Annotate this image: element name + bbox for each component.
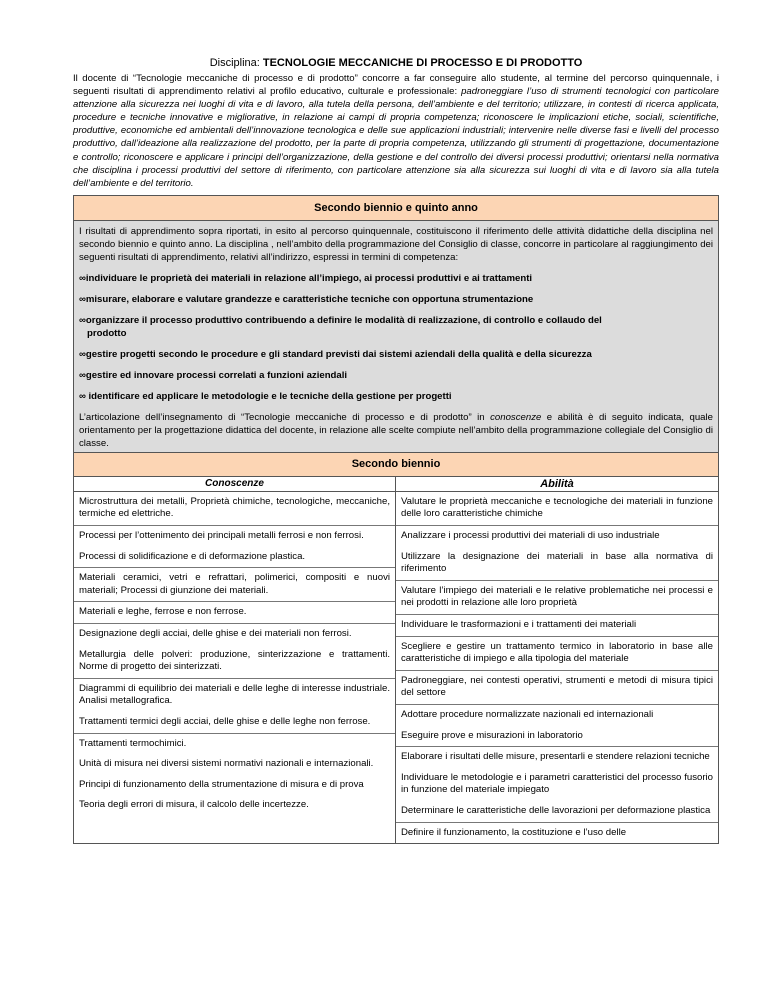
table-row: Microstruttura dei metalli, Proprietà chimiche, tecnologiche, meccaniche, termiche ed elettriche. [74,492,395,526]
intro-paragraph [73,72,719,190]
table-row: Individuare le trasformazioni e i trattamenti dei materiali [396,615,718,637]
intro-plain: Il docente di “Tecnologie meccaniche di processo e di prodotto” concorre a far conseguire allo studente, al termine del percorso quinquennale, i seguenti risultati di apprendimento relativi al profilo educativo, culturale e professionale: [73,73,719,98]
table-row: Elaborare i risultati delle misure, presentarli e stendere relazioni tecniche [401,751,710,763]
document-page [73,56,719,844]
programme-table [73,195,719,844]
bullet-symbol: ∞ [79,369,86,381]
table-row: Materiali e leghe, ferrose e non ferrose. [74,602,395,624]
competence-item: ∞organizzare il processo produttivo contribuendo a definire le modalità di realizzazione, di controllo e collaudo del [79,314,602,326]
table-row: Definire il funzionamento, la costituzione e l’uso delle [401,826,627,838]
bullet-symbol: ∞ [79,314,86,326]
bullet-symbol: ∞ [79,293,86,305]
table-row: Trattamenti termochimici. [79,737,187,749]
competence-item: ∞ identificare ed applicare le metodologie e le tecniche della gestione per progetti [79,390,452,402]
section-heading-biennio-quinto: Secondo biennio e quinto anno [74,196,718,221]
table-row: Teoria degli errori di misura, il calcolo delle incertezze. [79,799,309,811]
table-row: Principi di funzionamento della strumentazione di misura e di prova [79,778,364,790]
table-row: Padroneggiare, nei contesti operativi, strumenti e metodi di misura tipici del settore [396,671,718,705]
bullet-symbol: ∞ [79,272,86,284]
table-row: Valutare le proprietà meccaniche e tecnologiche dei materiali in funzione delle loro caratteristiche chimiche [396,492,718,526]
table-row: Utilizzare la designazione dei materiali in base alla normativa di riferimento [396,547,718,581]
competence-item: ∞misurare, elaborare e valutare grandezze e caratteristiche tecniche con opportuna strumentazione [79,293,534,305]
table-row: Scegliere e gestire un trattamento termico in laboratorio in base alle caratteristiche di impiego e alla tipologia del materiale [396,637,718,671]
title-prefix: Disciplina: [209,57,263,69]
competences-panel [74,221,718,452]
competence-item: ∞gestire ed innovare processi correlati a funzioni aziendali [79,369,348,381]
competence-item-continuation: prodotto [87,327,127,339]
table-row: Adottare procedure normalizzate nazionali ed internazionali [401,708,654,720]
two-column-table [74,477,718,843]
bullet-symbol: ∞ [79,348,86,360]
table-row: Eseguire prove e misurazioni in laboratorio [396,726,718,748]
section-heading-secondo-biennio: Secondo biennio [74,452,718,477]
bullet-symbol: ∞ [79,390,86,402]
conoscenze-header: Conoscenze [74,477,395,492]
table-row: Unità di misura nei diversi sistemi normativi nazionali e internazionali. [79,758,374,770]
table-row: Processi per l’ottenimento dei principali metalli ferrosi e non ferrosi. [79,530,364,542]
table-row: Analizzare i processi produttivi dei materiali di uso industriale [401,530,660,542]
table-row: Valutare l’impiego dei materiali e le relative problematiche nei processi e nei prodotti in relazione alle loro proprietà [396,581,718,615]
articolazione-paragraph: L’articolazione dell’insegnamento di “Tecnologie meccaniche di processo e di prodotto” in conoscenze e abilità è di seguito indicata, quale orientamento per la progettazione didattica del docente, in relazione alle scelte compiute nell’ambito della programmazione collegiale del Consiglio di classe. [79,411,713,449]
intro-italic: padroneggiare l’uso di strumenti tecnologici con particolare attenzione alla sicurezza nei luoghi di vita e di lavoro, alla tutela della persona, dell’ambiente e del territorio; utilizzare, in contesti di ricerca applicata, procedure e tecniche innovative e migliorative, in relazione ai campi di propria competenza; riconoscere le implicazioni etiche, sociali, scientifiche, produttive, economiche ed ambientali dell’innovazione tecnologica e delle sue applicazioni industriali; intervenire nelle diverse fasi e livelli del processo produttivo, dall’ideazione alla realizzazione del prodotto, per la parte di propria competenza, utilizzando gli strumenti di progettazione, documentazione e controllo; riconoscere e applicare i principi dell’organizzazione, della gestione e del controllo dei diversi processi produttivi; orientarsi nella normativa che disciplina i processi produttivi del settore di riferimento, con particolare attenzione sia alla sicurezza sui luoghi di vita e di lavoro sia alla tutela dell’ambiente e del territorio. [73,86,719,189]
table-row: Materiali ceramici, vetri e refrattari, polimerici, compositi e nuovi materiali; Processi di giunzione dei materiali. [74,568,395,602]
competence-item: ∞gestire progetti secondo le procedure e gli standard previsti dai sistemi aziendali della qualità e della sicurezza [79,348,592,360]
table-row: Diagrammi di equilibrio dei materiali e delle leghe di interesse industriale. Analisi metallografica. [79,682,390,707]
table-row: Processi di solidificazione e di deformazione plastica. [74,547,395,569]
conoscenze-column [74,477,396,843]
table-row: Trattamenti termici degli acciai, delle ghise e delle leghe non ferrose. [74,712,395,734]
table-row: Individuare le metodologie e i parametri caratteristici del processo fusorio in funzione del materiale impiegato [401,771,713,796]
table-row: Designazione degli acciai, delle ghise e dei materiali non ferrosi. [79,628,352,639]
abilita-column [396,477,718,843]
table-row: Metallurgia delle polveri: produzione, sinterizzazione e trattamenti. Norme di progetto dei sinterizzati. [74,645,395,679]
page-title [73,56,719,70]
title-name: TECNOLOGIE MECCANICHE DI PROCESSO E DI PRODOTTO [262,57,583,69]
competences-intro: I risultati di apprendimento sopra riportati, in esito al percorso quinquennale, costituiscono il riferimento delle attività didattiche della disciplina nel secondo biennio e quinto anno. La disciplina , nell’ambito della programmazione del Consiglio di classe, concorre in particolare al raggiungimento dei seguenti risultati di apprendimento, relativi all’indirizzo, espressi in termini di competenza: [79,225,713,263]
abilita-header: Abilità [396,477,718,492]
table-row: Determinare le caratteristiche delle lavorazioni per deformazione plastica [396,801,718,823]
competence-item: ∞individuare le proprietà dei materiali in relazione all’impiego, ai processi produttivi e ai trattamenti [79,272,533,284]
